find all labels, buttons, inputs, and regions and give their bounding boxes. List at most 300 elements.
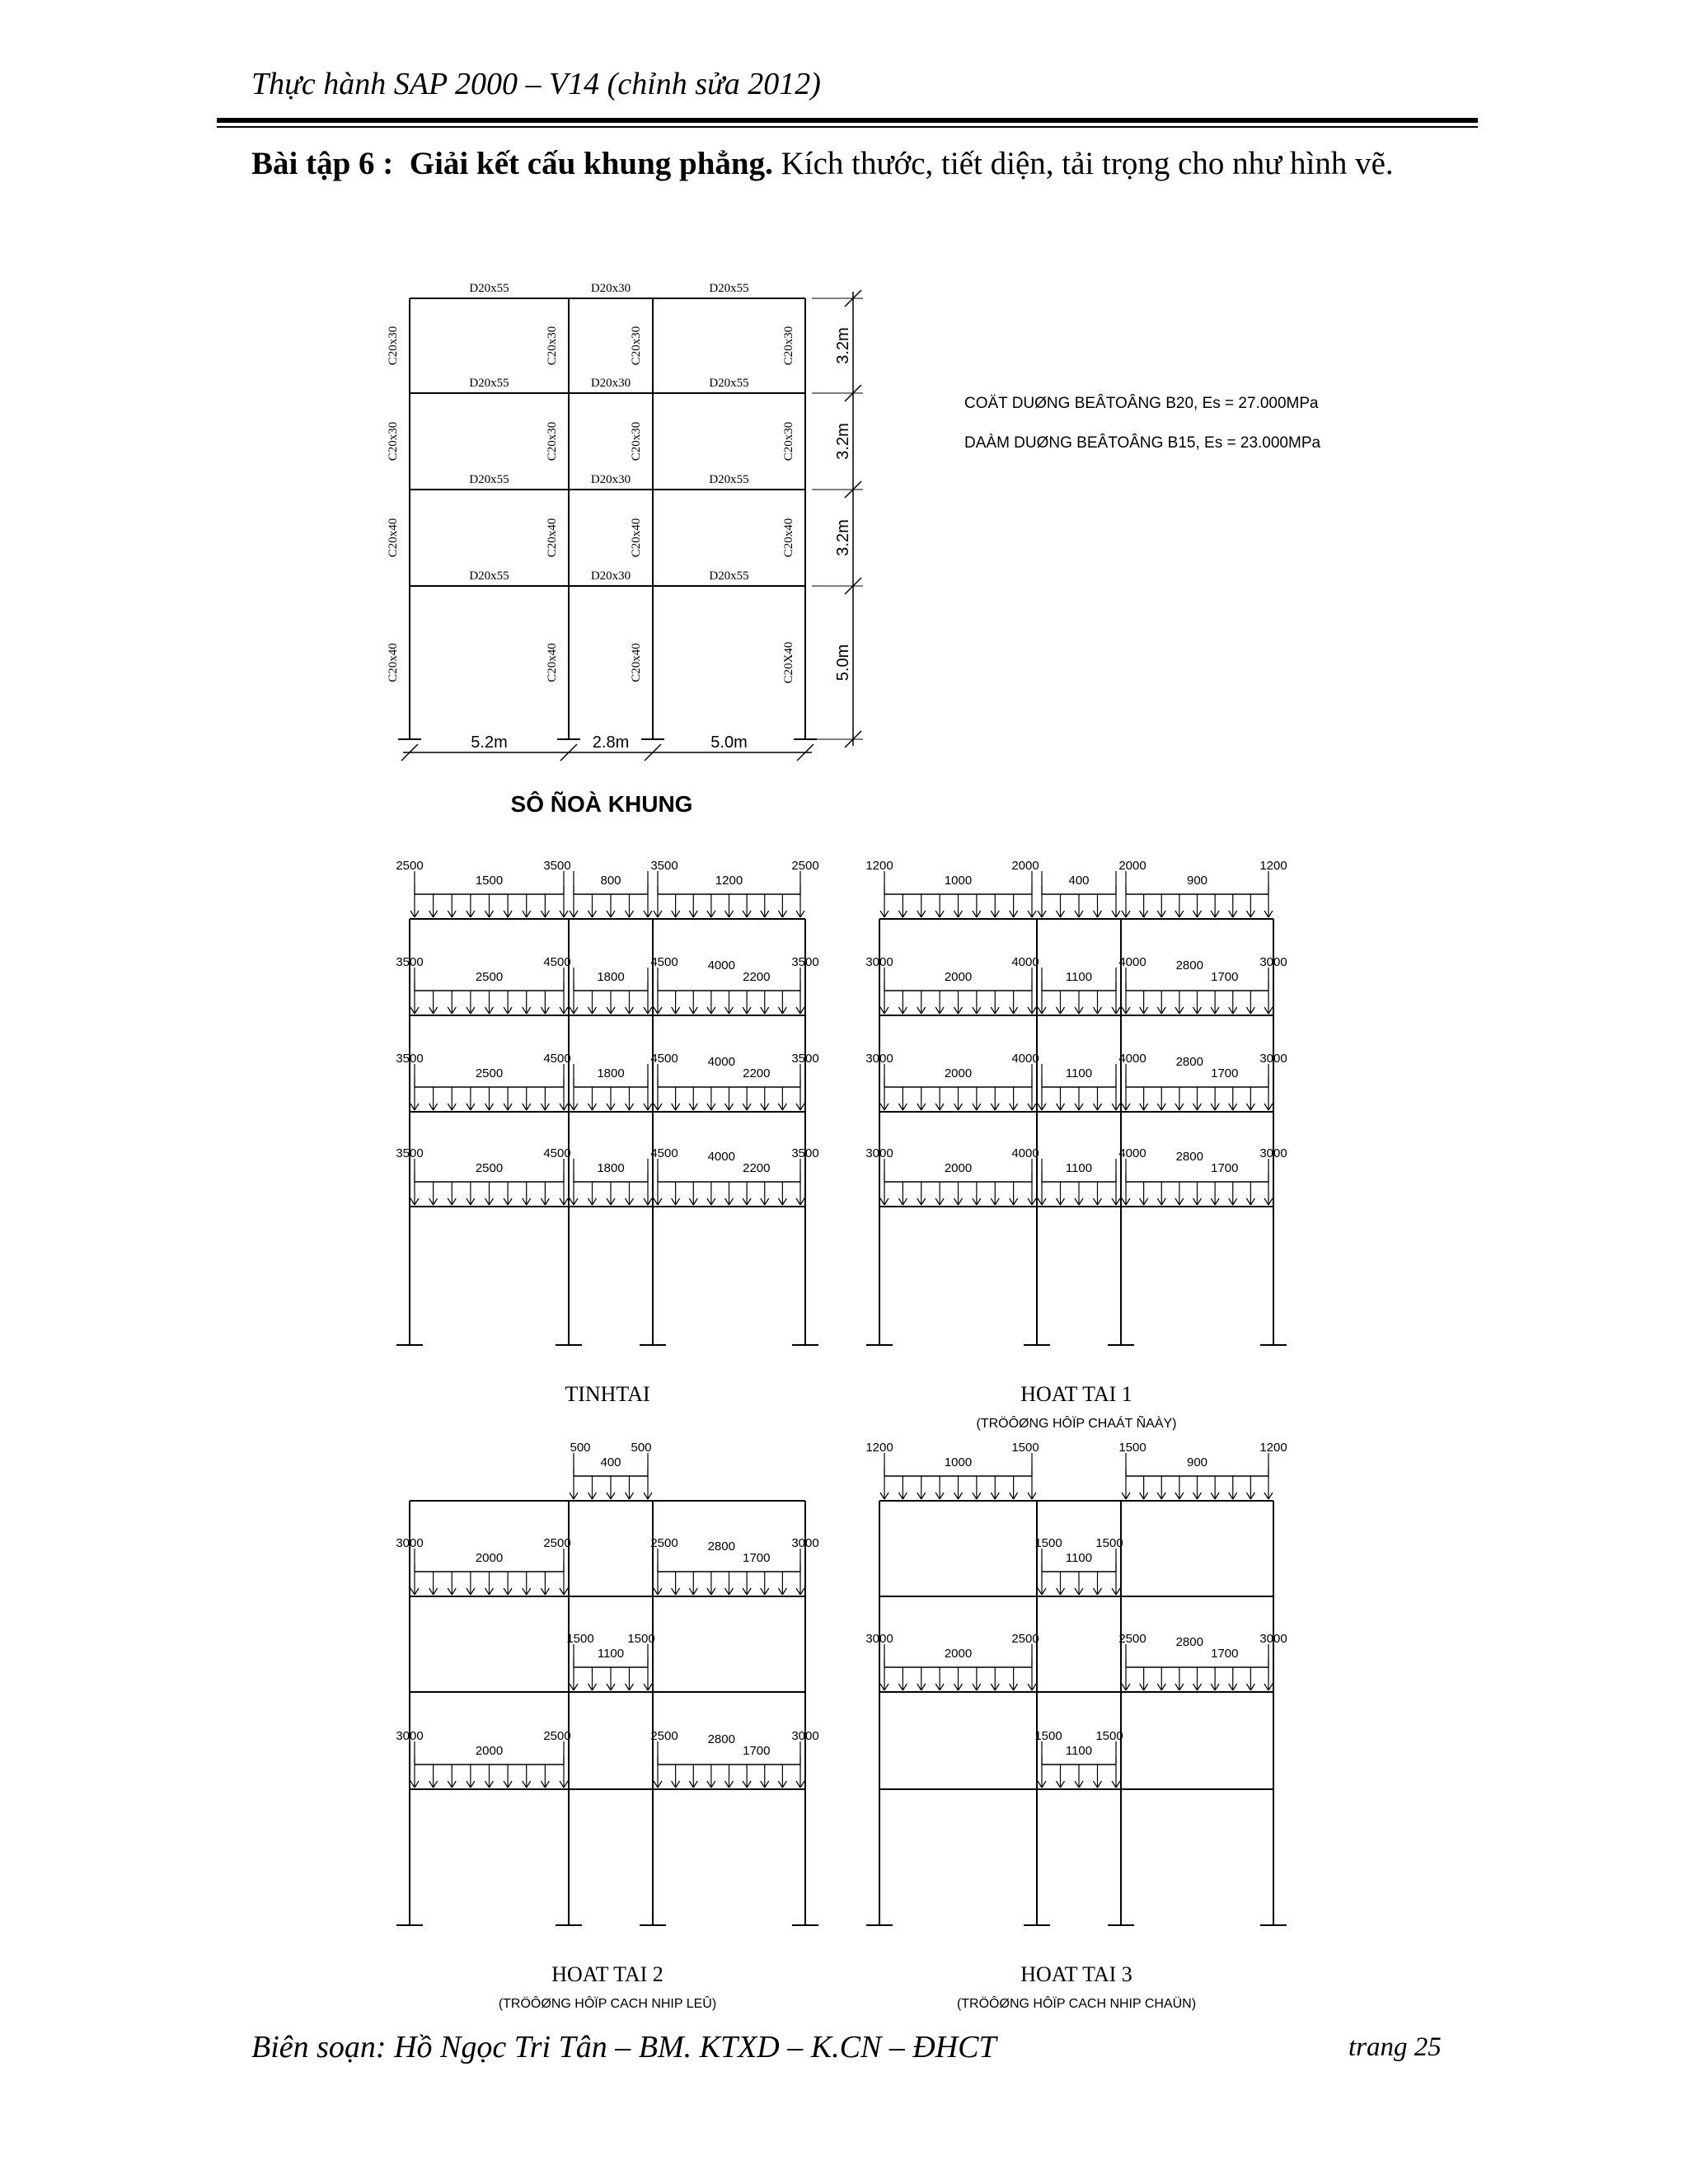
- load-arrow-head: [725, 1781, 729, 1788]
- load-arrow-head: [729, 1104, 734, 1110]
- load-arrow-head: [607, 1493, 611, 1499]
- load-arrow-head: [611, 1198, 615, 1205]
- load-case-title: HOAT TAI 1: [1020, 1382, 1132, 1406]
- load-arrow-head: [1175, 1007, 1179, 1014]
- load-arrow-head: [1198, 1007, 1202, 1014]
- nodal-load-label: 1200: [865, 1441, 893, 1455]
- load-arrow-head: [1250, 1104, 1254, 1110]
- load-arrow-head: [959, 911, 963, 917]
- frame-diagram-title: SÔ ÑOÀ KHUNG: [510, 791, 693, 817]
- load-arrow-head: [1193, 1104, 1198, 1110]
- load-arrow-head: [1250, 1493, 1254, 1499]
- load-arrow-head: [729, 1588, 734, 1595]
- load-arrow-head: [1161, 1684, 1165, 1690]
- load-arrow-head: [1211, 1198, 1215, 1205]
- load-arrow-head: [448, 1588, 452, 1595]
- material-note-columns: COÄT DUØNG BEÂTOÂNG B20, Es = 27.000MPa: [964, 395, 1319, 412]
- load-arrow-head: [940, 1104, 944, 1110]
- load-arrow-head: [1179, 1104, 1184, 1110]
- frame-column-label: C20x40: [546, 643, 559, 682]
- load-arrow-head: [977, 1198, 981, 1205]
- load-arrow-head: [880, 1198, 884, 1205]
- load-arrow-head: [588, 1684, 593, 1690]
- nodal-load-label: 2500: [1118, 1632, 1146, 1646]
- load-arrow-head: [761, 1007, 765, 1014]
- load-arrow-head: [654, 911, 658, 917]
- load-arrow-head: [1061, 1007, 1065, 1014]
- load-arrow-head: [1268, 1007, 1273, 1014]
- load-arrow-head: [574, 1104, 578, 1110]
- load-arrow-head: [1028, 911, 1032, 917]
- load-arrow-head: [676, 1588, 680, 1595]
- load-arrow-head: [1268, 1493, 1273, 1499]
- load-arrow-head: [977, 1104, 981, 1110]
- load-arrow-head: [1112, 1781, 1116, 1788]
- load-arrow-head: [1112, 1198, 1116, 1205]
- nodal-load-label: 2500: [543, 1729, 571, 1743]
- load-arrow-head: [448, 1007, 452, 1014]
- load-arrow-head: [452, 1588, 456, 1595]
- load-arrow-head: [611, 1493, 615, 1499]
- load-arrow-head: [903, 1684, 907, 1690]
- distributed-load-label: 2200: [743, 970, 771, 984]
- distributed-load-label: 900: [1186, 1455, 1208, 1469]
- load-arrow-head: [1179, 1198, 1184, 1205]
- load-arrow-head: [504, 911, 508, 917]
- load-arrow-head: [410, 1588, 415, 1595]
- load-arrow-head: [607, 1684, 611, 1690]
- load-arrow-head: [954, 1684, 959, 1690]
- load-arrow-head: [415, 1104, 419, 1110]
- load-arrow-head: [711, 1781, 715, 1788]
- load-case-title: HOAT TAI 3: [1020, 1962, 1132, 1986]
- distributed-load-label: 2200: [743, 1161, 771, 1175]
- frame-column-label: C20X40: [782, 641, 795, 684]
- load-arrow-head: [527, 1104, 531, 1110]
- load-arrow-head: [1179, 911, 1184, 917]
- load-arrow-head: [452, 1781, 456, 1788]
- frame-beam-label: D20x55: [469, 569, 509, 583]
- load-arrow-head: [1250, 911, 1254, 917]
- load-arrow-head: [954, 1493, 959, 1499]
- load-arrow-head: [434, 1198, 438, 1205]
- load-arrow-head: [1057, 1781, 1061, 1788]
- load-arrow-head: [725, 911, 729, 917]
- load-arrow-head: [648, 1104, 652, 1110]
- nodal-load-label: 4000: [1118, 955, 1146, 969]
- load-arrow-head: [410, 1104, 415, 1110]
- load-arrow-head: [935, 1684, 940, 1690]
- load-arrow-head: [729, 1007, 734, 1014]
- load-arrow-head: [940, 1684, 944, 1690]
- load-arrow-head: [725, 1007, 729, 1014]
- load-arrow-head: [954, 1198, 959, 1205]
- load-arrow-head: [1198, 911, 1202, 917]
- distributed-load-label: 1200: [715, 874, 743, 888]
- load-arrow-head: [689, 1104, 693, 1110]
- frame-beam-label: D20x55: [469, 377, 509, 390]
- load-arrow-head: [1116, 1781, 1120, 1788]
- load-arrow-head: [1032, 1007, 1036, 1014]
- frame-column-label: C20x40: [782, 518, 795, 558]
- load-arrow-head: [593, 911, 597, 917]
- load-arrow-head: [467, 1588, 471, 1595]
- load-arrow-head: [471, 1104, 475, 1110]
- load-arrow-head: [508, 1104, 512, 1110]
- load-arrow-head: [800, 1104, 804, 1110]
- load-arrow-head: [1250, 1198, 1254, 1205]
- distributed-load-label: 400: [600, 1455, 621, 1469]
- nodal-load-label: 3500: [396, 1146, 424, 1160]
- load-arrow-head: [1246, 1198, 1250, 1205]
- distributed-load-label: 1700: [1211, 1161, 1239, 1175]
- load-arrow-head: [1061, 1781, 1065, 1788]
- load-arrow-head: [954, 1007, 959, 1014]
- load-arrow-head: [1144, 1198, 1148, 1205]
- load-arrow-head: [452, 911, 456, 917]
- load-arrow-head: [545, 1104, 549, 1110]
- load-arrow-head: [467, 1104, 471, 1110]
- load-arrow-head: [415, 1007, 419, 1014]
- load-arrow-head: [574, 911, 578, 917]
- load-arrow-head: [560, 1104, 564, 1110]
- concentrated-load-label: 2800: [1175, 958, 1203, 972]
- load-arrow-head: [1161, 1007, 1165, 1014]
- load-arrow-head: [672, 1104, 676, 1110]
- load-arrow-head: [588, 1198, 593, 1205]
- load-arrow-head: [1094, 1198, 1098, 1205]
- load-arrow-head: [1057, 911, 1061, 917]
- footer-author: Biên soạn: Hồ Ngọc Tri Tân – BM. KTXD – K.CN – ĐHCT: [251, 2030, 996, 2064]
- load-arrow-head: [434, 1007, 438, 1014]
- load-arrow-head: [1161, 1493, 1165, 1499]
- distributed-load-label: 1800: [597, 1066, 625, 1080]
- material-note-beams: DAÀM DUØNG BEÂTOÂNG B15, Es = 23.000MPa: [964, 434, 1321, 452]
- load-arrow-head: [1175, 1493, 1179, 1499]
- load-arrow-head: [954, 1104, 959, 1110]
- load-arrow-head: [800, 1588, 804, 1595]
- load-arrow-head: [644, 1684, 648, 1690]
- load-arrow-head: [648, 911, 652, 917]
- load-arrow-head: [1122, 1104, 1126, 1110]
- load-arrow-head: [884, 911, 889, 917]
- load-arrow-head: [1094, 1588, 1098, 1595]
- load-arrow-head: [490, 1104, 494, 1110]
- load-arrow-head: [689, 911, 693, 917]
- load-arrow-head: [570, 1104, 574, 1110]
- load-arrow-head: [1014, 1104, 1018, 1110]
- load-arrow-head: [1042, 1588, 1046, 1595]
- load-arrow-head: [654, 1007, 658, 1014]
- load-arrow-head: [1179, 1684, 1184, 1690]
- load-arrow-head: [707, 1104, 711, 1110]
- frame-beam-label: D20x30: [590, 569, 631, 583]
- load-arrow-head: [1061, 1588, 1065, 1595]
- frame-column-label: C20x30: [387, 326, 400, 366]
- load-arrow-head: [1038, 1781, 1042, 1788]
- load-arrow-head: [1211, 911, 1215, 917]
- load-arrow-head: [707, 1588, 711, 1595]
- load-arrow-head: [541, 1104, 545, 1110]
- load-arrow-head: [1057, 1104, 1061, 1110]
- distributed-load-label: 2000: [944, 1647, 973, 1661]
- nodal-load-label: 4000: [1011, 1146, 1039, 1160]
- load-arrow-head: [1126, 911, 1130, 917]
- distributed-load-label: 1100: [1065, 1551, 1093, 1565]
- nodal-load-label: 1500: [627, 1632, 655, 1646]
- load-arrow-head: [995, 1198, 999, 1205]
- load-arrow-head: [490, 1198, 494, 1205]
- load-arrow-head: [921, 1684, 926, 1690]
- load-arrow-head: [541, 1781, 545, 1788]
- load-arrow-head: [611, 1007, 615, 1014]
- load-arrow-head: [1061, 1104, 1065, 1110]
- load-arrow-head: [1094, 1781, 1098, 1788]
- load-arrow-head: [654, 1781, 658, 1788]
- load-arrow-head: [672, 1007, 676, 1014]
- load-arrow-head: [593, 1007, 597, 1014]
- load-arrow-head: [935, 1007, 940, 1014]
- nodal-load-label: 1500: [1011, 1441, 1039, 1455]
- frame-column-label: C20x30: [546, 421, 559, 462]
- page-header-title: Thực hành SAP 2000 – V14 (chỉnh sửa 2012): [251, 67, 821, 101]
- load-arrow-head: [973, 1007, 977, 1014]
- load-arrow-head: [917, 1493, 921, 1499]
- distributed-load-label: 1700: [743, 1551, 771, 1565]
- nodal-load-label: 1200: [865, 859, 893, 873]
- concentrated-load-label: 2800: [707, 1540, 735, 1554]
- nodal-load-label: 3500: [543, 859, 571, 873]
- load-arrow-head: [1246, 1493, 1250, 1499]
- load-arrow-head: [467, 1007, 471, 1014]
- load-arrow-head: [747, 911, 751, 917]
- distributed-load-label: 2500: [475, 1066, 504, 1080]
- load-arrow-head: [467, 1198, 471, 1205]
- load-arrow-head: [898, 1493, 903, 1499]
- load-arrow-head: [1268, 1684, 1273, 1690]
- load-arrow-head: [541, 911, 545, 917]
- load-arrow-head: [782, 1588, 786, 1595]
- load-arrow-head: [429, 911, 434, 917]
- load-arrow-head: [508, 1781, 512, 1788]
- distributed-load-label: 1700: [743, 1744, 771, 1758]
- load-arrow-head: [1229, 1104, 1233, 1110]
- nodal-load-label: 2500: [543, 1536, 571, 1550]
- nodal-load-label: 3000: [865, 1146, 893, 1160]
- load-arrow-head: [1161, 1104, 1165, 1110]
- load-arrow-head: [1140, 1104, 1144, 1110]
- load-arrow-head: [935, 1493, 940, 1499]
- load-arrow-head: [1038, 911, 1042, 917]
- load-arrow-head: [508, 1198, 512, 1205]
- load-arrow-head: [1122, 1684, 1126, 1690]
- load-arrow-head: [434, 1104, 438, 1110]
- frame-beam-label: D20x30: [590, 377, 631, 390]
- nodal-load-label: 3000: [865, 1632, 893, 1646]
- load-arrow-head: [917, 1198, 921, 1205]
- frame-beam-label: D20x30: [590, 473, 631, 486]
- load-arrow-head: [1075, 911, 1079, 917]
- load-arrow-head: [1010, 1007, 1014, 1014]
- load-arrow-head: [1198, 1198, 1202, 1205]
- load-arrow-head: [1264, 1684, 1268, 1690]
- load-arrow-head: [1175, 1104, 1179, 1110]
- load-arrow-head: [564, 1198, 568, 1205]
- load-arrow-head: [991, 1104, 995, 1110]
- load-arrow-head: [1157, 911, 1161, 917]
- load-arrow-head: [761, 1198, 765, 1205]
- frame-column-label: C20x30: [546, 326, 559, 366]
- load-arrow-head: [880, 1493, 884, 1499]
- load-arrow-head: [1175, 1684, 1179, 1690]
- load-arrow-head: [747, 1104, 751, 1110]
- load-arrow-head: [429, 1781, 434, 1788]
- load-arrow-head: [1014, 1493, 1018, 1499]
- concentrated-load-label: 4000: [707, 1150, 735, 1164]
- load-arrow-head: [1098, 1588, 1102, 1595]
- load-arrow-head: [743, 1198, 747, 1205]
- load-arrow-head: [935, 911, 940, 917]
- load-arrow-head: [765, 1198, 769, 1205]
- load-arrow-head: [429, 1588, 434, 1595]
- nodal-load-label: 2500: [396, 859, 424, 873]
- load-arrow-head: [800, 1007, 804, 1014]
- nodal-load-label: 500: [570, 1441, 591, 1455]
- load-arrow-head: [1010, 1198, 1014, 1205]
- distributed-load-label: 2500: [475, 970, 504, 984]
- load-arrow-head: [1215, 1104, 1219, 1110]
- load-arrow-head: [1014, 1198, 1018, 1205]
- load-arrow-head: [471, 1781, 475, 1788]
- load-case-hoat-tai-3: [865, 1441, 1287, 2011]
- nodal-load-label: 1500: [1034, 1729, 1062, 1743]
- load-arrow-head: [903, 1493, 907, 1499]
- load-arrow-head: [995, 911, 999, 917]
- load-arrow-head: [935, 1198, 940, 1205]
- load-arrow-head: [743, 1588, 747, 1595]
- load-arrow-head: [564, 911, 568, 917]
- load-arrow-head: [523, 911, 527, 917]
- load-arrow-head: [1198, 1493, 1202, 1499]
- load-arrow-head: [1250, 1007, 1254, 1014]
- nodal-load-label: 3500: [791, 1146, 819, 1160]
- load-arrow-head: [1061, 911, 1065, 917]
- load-arrow-head: [1140, 1007, 1144, 1014]
- load-arrow-head: [415, 1198, 419, 1205]
- load-arrow-head: [1264, 911, 1268, 917]
- load-arrow-head: [545, 1007, 549, 1014]
- load-arrow-head: [1126, 1198, 1130, 1205]
- load-arrow-head: [570, 911, 574, 917]
- load-arrow-head: [1246, 1104, 1250, 1110]
- load-arrow-head: [1193, 1493, 1198, 1499]
- load-arrow-head: [676, 1198, 680, 1205]
- load-arrow-head: [504, 1007, 508, 1014]
- load-arrow-head: [630, 1684, 634, 1690]
- load-arrow-head: [1144, 1493, 1148, 1499]
- load-arrow-head: [527, 1781, 531, 1788]
- load-arrow-head: [973, 1104, 977, 1110]
- load-arrow-head: [973, 911, 977, 917]
- load-arrow-head: [729, 911, 734, 917]
- exercise-description: Kích thước, tiết diện, tải trọng cho như hình vẽ.: [772, 146, 1394, 181]
- load-arrow-head: [898, 1007, 903, 1014]
- load-case-title: HOAT TAI 2: [551, 1962, 663, 1986]
- load-arrow-head: [1211, 1493, 1215, 1499]
- load-arrow-head: [693, 1104, 697, 1110]
- load-arrow-head: [1028, 1007, 1032, 1014]
- load-arrow-head: [523, 1007, 527, 1014]
- load-arrow-head: [1229, 1493, 1233, 1499]
- load-arrow-head: [644, 1007, 648, 1014]
- distributed-load-label: 2000: [944, 1066, 973, 1080]
- load-arrow-head: [1215, 911, 1219, 917]
- load-arrow-head: [782, 911, 786, 917]
- nodal-load-label: 3000: [1259, 1632, 1287, 1646]
- load-arrow-head: [570, 1007, 574, 1014]
- height-dimension-label: 3.2m: [834, 519, 852, 556]
- load-arrow-head: [630, 1493, 634, 1499]
- load-arrow-head: [1144, 911, 1148, 917]
- load-arrow-head: [1193, 1684, 1198, 1690]
- load-arrow-head: [545, 1781, 549, 1788]
- load-arrow-head: [648, 1684, 652, 1690]
- load-arrow-head: [747, 1198, 751, 1205]
- load-arrow-head: [434, 911, 438, 917]
- load-arrow-head: [1122, 1493, 1126, 1499]
- load-arrow-head: [1193, 911, 1198, 917]
- load-arrow-head: [1116, 911, 1120, 917]
- distributed-load-label: 1100: [1065, 970, 1093, 984]
- load-arrow-head: [676, 911, 680, 917]
- load-arrow-head: [991, 1007, 995, 1014]
- frame-column-label: C20x40: [546, 518, 559, 558]
- load-arrow-head: [452, 1007, 456, 1014]
- load-arrow-head: [1233, 911, 1237, 917]
- load-arrow-head: [504, 1198, 508, 1205]
- load-arrow-head: [593, 1198, 597, 1205]
- load-arrow-head: [626, 1684, 630, 1690]
- load-arrow-head: [564, 1588, 568, 1595]
- load-arrow-head: [560, 1007, 564, 1014]
- load-arrow-head: [1161, 911, 1165, 917]
- load-arrow-head: [884, 1493, 889, 1499]
- load-arrow-head: [523, 1781, 527, 1788]
- load-arrow-head: [689, 1198, 693, 1205]
- load-arrow-head: [471, 1007, 475, 1014]
- load-arrow-head: [1079, 1781, 1083, 1788]
- load-arrow-head: [1098, 911, 1102, 917]
- nodal-load-label: 2500: [650, 1536, 678, 1550]
- load-arrow-head: [711, 1007, 715, 1014]
- load-arrow-head: [471, 1198, 475, 1205]
- load-arrow-head: [711, 1198, 715, 1205]
- load-arrow-head: [796, 1588, 800, 1595]
- distributed-load-label: 1000: [944, 1455, 973, 1469]
- load-arrow-head: [1042, 1104, 1046, 1110]
- load-arrow-head: [725, 1104, 729, 1110]
- height-dimension-label: 3.2m: [834, 327, 852, 364]
- distributed-load-label: 1100: [1065, 1161, 1093, 1175]
- load-arrow-head: [689, 1781, 693, 1788]
- load-arrow-head: [1157, 1007, 1161, 1014]
- load-arrow-head: [743, 1104, 747, 1110]
- load-arrow-head: [611, 1684, 615, 1690]
- nodal-load-label: 4500: [650, 955, 678, 969]
- load-arrow-head: [796, 1104, 800, 1110]
- load-arrow-head: [644, 1198, 648, 1205]
- distributed-load-label: 900: [1186, 874, 1208, 888]
